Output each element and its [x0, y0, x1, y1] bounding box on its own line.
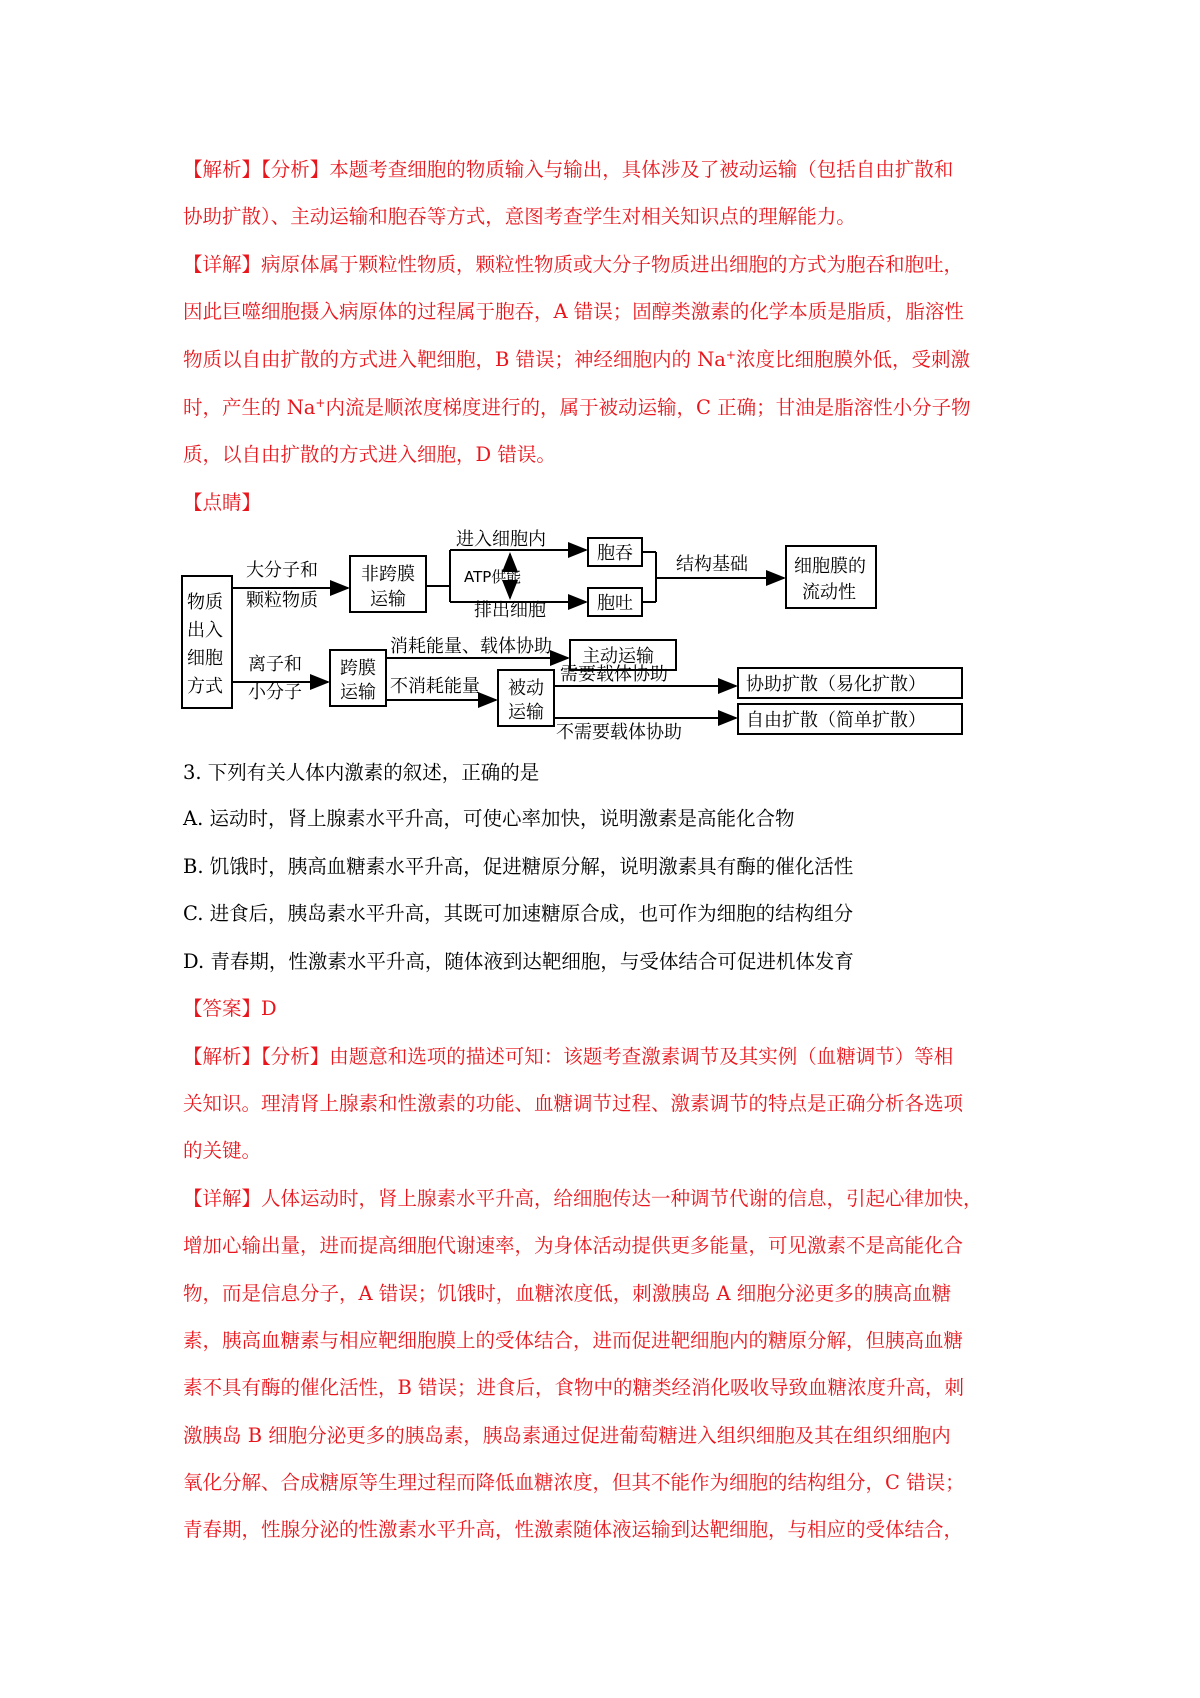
membrane-fluidity-label-1: 细胞膜的: [794, 556, 866, 577]
no-energy-label: 不消耗能量: [390, 676, 480, 697]
q2-detail-line-3-text-a: 物质以自由扩散的方式进入靶细胞，B 错误；神经细胞内的 Na: [183, 348, 726, 371]
q3-detail-line-7: 氧化分解、合成糖原等生理过程而降低血糖浓度，但其不能作为细胞的结构组分，C 错误；: [183, 1471, 965, 1494]
small-molecule-label-1: 离子和: [248, 654, 302, 675]
q3-option-d: D. 青春期，性激素水平升高，随体液到达靶细胞，与受体结合可促进机体发育: [183, 950, 854, 973]
q3-option-a: A. 运动时，肾上腺素水平升高，可使心率加快，说明激素是高能化合物: [183, 807, 795, 830]
root-label-3: 细胞: [187, 648, 223, 669]
free-diffusion-label: 自由扩散（简单扩散）: [746, 710, 926, 731]
q2-detail-line-4-text-b: 内流是顺浓度梯度进行的，属于被动运输，C 正确；甘油是脂溶性小分子物: [325, 396, 971, 419]
transport-methods-diagram: [180, 528, 980, 740]
transmembrane-label-2: 运输: [340, 682, 376, 703]
exit-cell-label: 排出细胞: [474, 600, 546, 621]
q2-detail-line-3: [183, 346, 1033, 374]
q2-detail-line-3-text-b: 浓度比细胞膜外低，受刺激: [735, 348, 970, 371]
q2-detail-line-1: 【详解】病原体属于颗粒性物质，颗粒性物质或大分子物质进出细胞的方式为胞吞和胞吐，: [183, 253, 964, 276]
q3-detail-line-5: 素不具有酶的催化活性，B 错误；进食后，食物中的糖类经消化吸收导致血糖浓度升高，刺: [183, 1376, 965, 1399]
q3-analysis-line-2: 关知识。理清肾上腺素和性激素的功能、血糖调节过程、激素调节的特点是正确分析各选项: [183, 1092, 964, 1115]
endocytosis-label: 胞吞: [597, 543, 633, 564]
large-molecule-label-2: 颗粒物质: [246, 590, 318, 611]
q3-analysis-line-1: 【解析】【分析】由题意和选项的描述可知：该题考查激素调节及其实例（血糖调节）等相: [183, 1045, 954, 1068]
q3-answer: 【答案】D: [183, 997, 277, 1020]
q3-analysis-line-3: 的关键。: [183, 1139, 262, 1162]
small-molecule-label-2: 小分子: [248, 682, 302, 703]
root-label-2: 出入: [187, 620, 223, 641]
passive-transport-label-2: 运输: [508, 702, 544, 723]
q3-detail-line-4: 素，胰高血糖素与相应靶细胞膜上的受体结合，进而促进靶细胞内的糖原分解，但胰高血糖: [183, 1329, 964, 1352]
q2-detail-line-4-text-a: 时，产生的 Na: [183, 396, 316, 419]
no-carrier-label: 不需要载体协助: [556, 722, 682, 740]
membrane-fluidity-label-2: 流动性: [802, 582, 856, 603]
non-transmembrane-label-2: 运输: [370, 589, 406, 610]
active-transport-label: 主动运输: [582, 646, 654, 667]
q2-tip-label: 【点睛】: [183, 491, 262, 514]
superscript-plus: +: [315, 396, 326, 410]
enter-cell-label: 进入细胞内: [456, 529, 546, 550]
superscript-plus: +: [725, 348, 736, 362]
q2-detail-line-5: 质，以自由扩散的方式进入细胞，D 错误。: [183, 443, 556, 466]
q3-detail-line-1: 【详解】人体运动时，肾上腺素水平升高，给细胞传达一种调节代谢的信息，引起心律加快，: [183, 1187, 983, 1210]
non-transmembrane-label-1: 非跨膜: [361, 564, 415, 585]
q2-detail-line-2: 因此巨噬细胞摄入病原体的过程属于胞吞，A 错误；固醇类激素的化学本质是脂质，脂溶性: [183, 300, 964, 323]
q3-option-b: B. 饥饿时，胰高血糖素水平升高，促进糖原分解，说明激素具有酶的催化活性: [183, 855, 854, 878]
passive-transport-label-1: 被动: [508, 678, 544, 699]
need-carrier-label: 需要载体协助: [560, 664, 668, 685]
q3-option-c: C. 进食后，胰岛素水平升高，其既可加速糖原合成，也可作为细胞的结构组分: [183, 902, 854, 925]
q3-stem: 3. 下列有关人体内激素的叙述，正确的是: [183, 761, 540, 784]
structural-basis-label: 结构基础: [676, 554, 748, 575]
facilitated-diffusion-label: 协助扩散（易化扩散）: [746, 674, 926, 695]
transmembrane-label-1: 跨膜: [340, 658, 376, 679]
root-label-4: 方式: [187, 676, 223, 697]
atp-label: ATP供能: [464, 568, 522, 586]
q3-detail-line-6: 激胰岛 B 细胞分泌更多的胰岛素，胰岛素通过促进葡萄糖进入组织细胞及其在组织细胞内: [183, 1424, 951, 1447]
consume-energy-label: 消耗能量、载体协助: [390, 636, 552, 657]
q3-detail-line-8: 青春期，性腺分泌的性激素水平升高，性激素随体液运输到达靶细胞，与相应的受体结合，: [183, 1518, 964, 1541]
q3-detail-line-3: 物，而是信息分子，A 错误；饥饿时，血糖浓度低，刺激胰岛 A 细胞分泌更多的胰高血糖: [183, 1282, 952, 1305]
q2-detail-line-4: [183, 394, 1033, 422]
q2-analysis-line-2: 协助扩散）、主动运输和胞吞等方式，意图考查学生对相关知识点的理解能力。: [183, 205, 856, 228]
large-molecule-label-1: 大分子和: [246, 560, 318, 581]
q3-detail-line-2: 增加心输出量，进而提高细胞代谢速率，为身体活动提供更多能量，可见激素不是高能化合: [183, 1234, 964, 1257]
root-label-1: 物质: [187, 592, 223, 613]
exocytosis-label: 胞吐: [597, 593, 633, 614]
q2-analysis-line-1: 【解析】【分析】本题考查细胞的物质输入与输出，具体涉及了被动运输（包括自由扩散和: [183, 158, 954, 181]
